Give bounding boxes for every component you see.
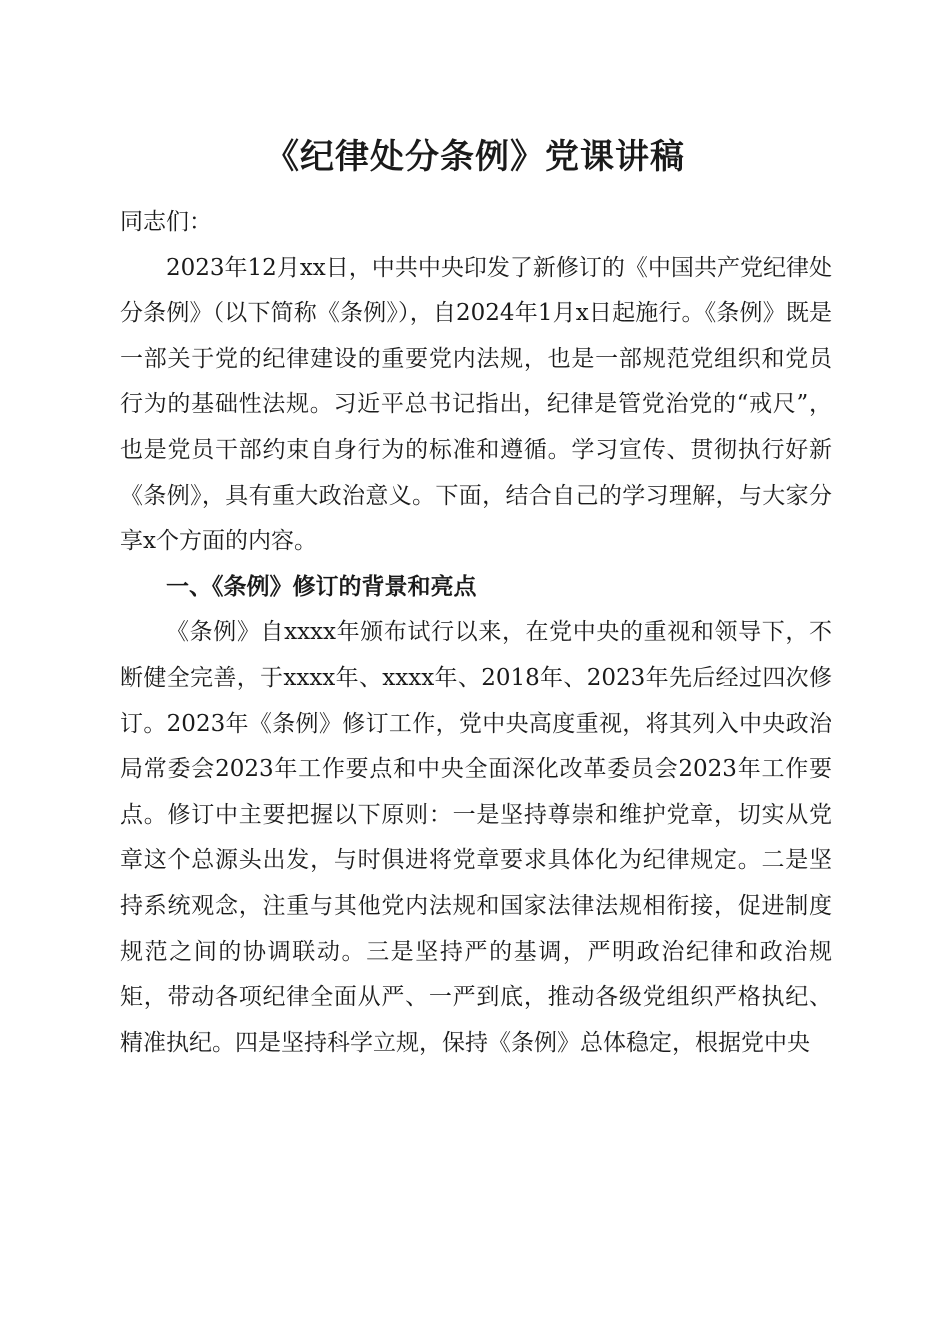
section-heading: 一、《条例》修订的背景和亮点 <box>166 573 477 600</box>
section-paragraph: 《条例》自xxxx年颁布试行以来，在党中央的重视和领导下，不断健全完善，于xxxx年、xxxx年、2018年、2023年先后经过四次修订。2023年《条例》修订工作，党中央高度重视，将其列入中央政治局常委会2023年工作要点和中央全面深化改革委员会2023年工作要点。修订中主要把握以下原则：一是坚持尊崇和维护党章，切实从党章这个总源头出发，与时俱进将党章要求具体化为纪律规定。二是坚持系统观念，注重与其他党内法规和国家法律法规相衔接，促进制度规范之间的协调联动。三是坚持严的基调，严明政治纪律和政治规矩，带动各项纪律全面从严、一严到底，推动各级党组织严格执纪、精准执纪。四是坚持科学立规，保持《条例》总体稳定，根据党中央 <box>120 619 832 1056</box>
intro-paragraph: 2023年12月xx日，中共中央印发了新修订的《中国共产党纪律处分条例》（以下简称《条例》），自2024年1月x日起施行。《条例》既是一部关于党的纪律建设的重要党内法规，也是一部规范党组织和党员行为的基础性法规。习近平总书记指出，纪律是管党治党的“戒尺”，也是党员干部约束自身行为的标准和遵循。学习宣传、贯彻执行好新《条例》，具有重大政治意义。下面，结合自己的学习理解，与大家分享x个方面的内容。 <box>120 254 832 555</box>
document-title: 《纪律处分条例》党课讲稿 <box>265 137 685 177</box>
document-body <box>120 200 832 1066</box>
salutation: 同志们： <box>120 209 212 235</box>
